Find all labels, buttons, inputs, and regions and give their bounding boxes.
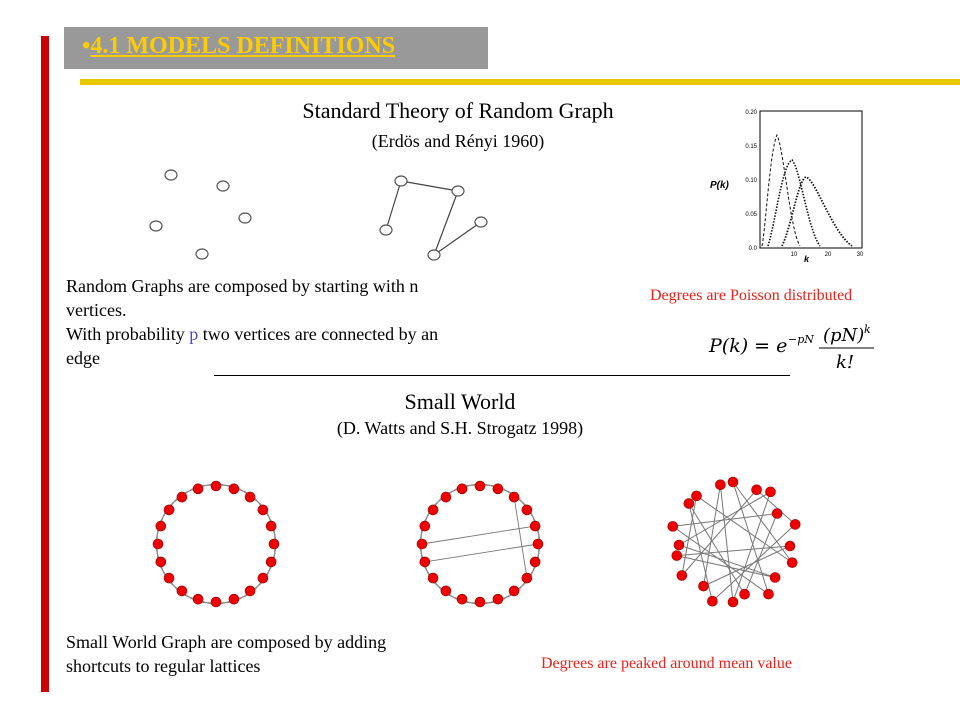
graph-node — [770, 573, 780, 583]
xtick-label: 10 — [790, 252, 798, 258]
graph-node — [677, 571, 687, 581]
graph-node — [269, 539, 279, 549]
graph-node — [715, 480, 725, 490]
graph-node — [211, 597, 221, 607]
chart-ylabel: P(k) — [710, 180, 729, 191]
graph-edge — [677, 556, 775, 578]
random-graph-heading: Standard Theory of Random Graph — [302, 98, 614, 123]
graph-node — [475, 481, 485, 491]
graph-edge — [720, 485, 733, 602]
graph-node — [707, 596, 717, 606]
graph-node — [530, 557, 540, 567]
desc-line: With probability p two vertices are connected by an — [66, 324, 439, 344]
graph-node — [420, 521, 430, 531]
graph-node — [177, 586, 187, 596]
graph-node — [156, 521, 166, 531]
graph-node — [493, 484, 503, 494]
svg-text:k!: k! — [836, 352, 855, 373]
random-graph-citation: (Erdös and Rényi 1960) — [371, 131, 545, 151]
small-world-citation: (D. Watts and S.H. Strogatz 1998) — [336, 418, 584, 438]
graph-node — [229, 484, 239, 494]
graph-node — [266, 557, 276, 567]
graph-node — [258, 573, 268, 583]
graph-node — [164, 505, 174, 515]
graph-node — [417, 539, 427, 549]
svg-text:−pN: −pN — [788, 333, 814, 346]
svg-text:P(k) = e: P(k) = e — [709, 335, 788, 357]
graph-node — [193, 484, 203, 494]
graph-node — [229, 594, 239, 604]
graph-node — [156, 557, 166, 567]
graph-node — [530, 521, 540, 531]
xtick-label: 20 — [824, 252, 832, 258]
graph-node — [522, 505, 532, 515]
graph-node — [691, 491, 701, 501]
graph-node — [509, 492, 519, 502]
svg-text:(pN): (pN) — [823, 325, 865, 346]
graph-node — [457, 484, 467, 494]
graph-node — [533, 539, 543, 549]
small-world-heading: Small World — [404, 389, 516, 414]
graph-node — [164, 573, 174, 583]
graph-node — [245, 492, 255, 502]
graph-node — [522, 573, 532, 583]
graph-node — [772, 508, 782, 518]
graph-node — [672, 551, 682, 561]
graph-node — [258, 505, 268, 515]
graph-node — [475, 597, 485, 607]
ytick-label: 0.20 — [745, 110, 757, 116]
graph-edge — [689, 503, 745, 594]
bullet-icon: • — [82, 33, 91, 59]
graph-node — [153, 539, 163, 549]
graph-node — [764, 589, 774, 599]
graph-node — [420, 557, 430, 567]
graph-node — [457, 594, 467, 604]
slide-title-text: 4.1 MODELS DEFINITIONS — [90, 33, 396, 59]
chart-xlabel: k — [804, 254, 810, 264]
graph-node — [441, 492, 451, 502]
ytick-label: 0.0 — [748, 246, 757, 252]
desc-line: shortcuts to regular lattices — [66, 656, 261, 676]
graph-edge — [422, 526, 535, 544]
graph-node — [668, 521, 678, 531]
graph-node — [428, 505, 438, 515]
desc-line: vertices. — [66, 300, 127, 320]
graph-node — [766, 487, 776, 497]
ytick-label: 0.10 — [745, 178, 757, 184]
small-world-description — [66, 630, 526, 678]
probability-symbol: p — [189, 324, 199, 344]
desc-line: edge — [66, 348, 100, 368]
graph-edge — [703, 485, 720, 586]
desc-line: Small World Graph are composed by adding — [66, 632, 387, 652]
peaked-note: Degrees are peaked around mean value — [541, 655, 792, 672]
graph-node — [428, 573, 438, 583]
graph-node — [728, 477, 738, 487]
graph-node — [674, 540, 684, 550]
graph-node — [177, 492, 187, 502]
graph-node — [740, 589, 750, 599]
graph-node — [790, 519, 800, 529]
graph-node — [441, 586, 451, 596]
graph-node — [787, 558, 797, 568]
graph-edge — [757, 490, 796, 525]
svg-text:k: k — [864, 323, 871, 336]
graph-node — [698, 581, 708, 591]
graph-edge — [733, 492, 771, 602]
graph-edge — [425, 544, 538, 562]
graph-node — [245, 586, 255, 596]
graph-node — [493, 594, 503, 604]
xtick-label: 30 — [856, 252, 864, 258]
graph-node — [211, 481, 221, 491]
ytick-label: 0.05 — [745, 212, 757, 218]
graph-node — [684, 498, 694, 508]
desc-line: Random Graphs are composed by starting with n — [66, 276, 419, 296]
graph-node — [509, 586, 519, 596]
graph-node — [728, 597, 738, 607]
poisson-note: Degrees are Poisson distributed — [650, 287, 853, 304]
ytick-label: 0.15 — [745, 144, 757, 150]
graph-node — [785, 541, 795, 551]
graph-node — [752, 485, 762, 495]
graph-node — [266, 521, 276, 531]
graph-node — [193, 594, 203, 604]
